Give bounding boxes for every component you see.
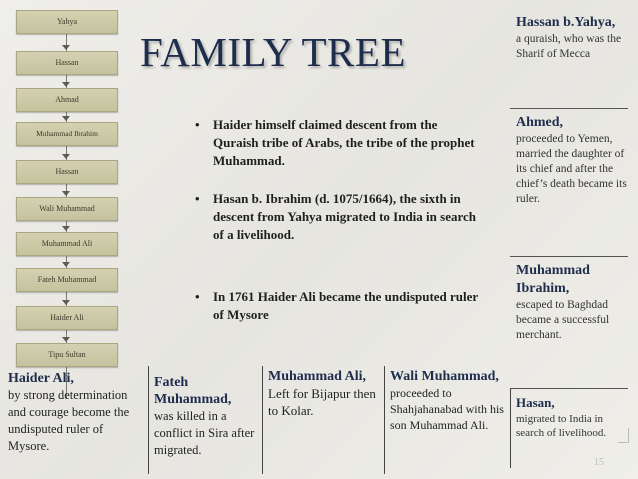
divider xyxy=(148,366,149,474)
bullet-icon: • xyxy=(195,289,200,304)
note-name: Hasan, xyxy=(516,395,555,410)
bullet-text: Hasan b. Ibrahim (d. 1075/1664), the sixth in descent from Yahya migrated to India in search of a livelihood. xyxy=(213,191,477,242)
note-desc: Left for Bijapur then to Kolar. xyxy=(268,386,376,418)
divider xyxy=(262,366,263,474)
note-name: Hassan b.Yahya, xyxy=(516,15,616,30)
page-title: FAMILY TREE xyxy=(140,29,406,75)
note-desc: proceeded to Shahjahanabad with his son Muhammad Ali. xyxy=(390,386,504,432)
tree-node-fateh-muhammad: Fateh Muhammad xyxy=(16,268,118,292)
arrow-icon xyxy=(62,262,70,267)
divider xyxy=(510,108,628,109)
bottom-note-fateh-muhammad xyxy=(154,374,258,459)
note-name: Muhammad Ibrahim, xyxy=(516,263,590,296)
arrow-icon xyxy=(62,191,70,196)
tree-node-tipu-sultan: Tipu Sultan xyxy=(16,343,118,367)
note-name: Muhammad Ali, xyxy=(268,369,367,384)
tree-node-haider-ali: Haider Ali xyxy=(16,306,118,330)
note-desc: migrated to India in search of livelihood. xyxy=(516,413,607,439)
arrow-icon xyxy=(62,82,70,87)
note-desc: proceeded to Yemen, married the daughter of its chief and after the chief’s death became its ruler. xyxy=(516,133,627,205)
note-name: Ahmed, xyxy=(516,115,564,130)
bullet-icon: • xyxy=(195,191,200,206)
note-name: Haider Ali, xyxy=(8,371,74,386)
tree-node-muhammad-ibrahim: Muhammad Ibrahim xyxy=(16,122,118,146)
note-desc: was killed in a conflict in Sira after migrated. xyxy=(154,409,255,457)
bottom-note-muhammad-ali xyxy=(268,368,378,419)
divider xyxy=(510,388,511,468)
right-note-hasan xyxy=(516,394,616,440)
arrow-icon xyxy=(62,154,70,159)
tree-node-yahya: Yahya xyxy=(16,10,118,34)
note-desc: by strong determination and courage become the undisputed ruler of Mysore. xyxy=(8,388,130,453)
arrow-icon xyxy=(62,300,70,305)
right-note-hassan xyxy=(516,14,628,62)
divider xyxy=(510,388,628,389)
corner-mark xyxy=(618,428,629,443)
arrow-icon xyxy=(62,226,70,231)
divider xyxy=(384,366,385,474)
bullet-icon: • xyxy=(195,117,200,132)
arrow-icon xyxy=(62,45,70,50)
note-desc: a quraish, who was the Sharif of Mecca xyxy=(516,33,622,60)
divider xyxy=(510,256,628,257)
tree-node-hassan: Hassan xyxy=(16,51,118,75)
tree-node-muhammad-ali: Muhammad Ali xyxy=(16,232,118,256)
note-name: Wali Muhammad, xyxy=(390,369,499,384)
arrow-icon xyxy=(62,116,70,121)
bottom-note-haider-ali xyxy=(8,370,144,455)
tree-node-wali-muhammad: Wali Muhammad xyxy=(16,197,118,221)
note-name: Fateh Muhammad, xyxy=(154,375,232,407)
right-note-ahmed xyxy=(516,114,628,207)
arrow-icon xyxy=(62,337,70,342)
note-desc: escaped to Baghdad became a successful merchant. xyxy=(516,299,610,341)
bullet-text: In 1761 Haider Ali became the undisputed ruler of Mysore xyxy=(213,289,478,322)
tree-node-ahmad: Ahmad xyxy=(16,88,118,112)
bullet-text: Haider himself claimed descent from the Quraish tribe of Arabs, the tribe of the prophet Muhammad. xyxy=(213,117,475,168)
tree-node-hassan-2: Hassan xyxy=(16,160,118,184)
page-number: 15 xyxy=(594,457,604,468)
right-note-muhammad-ibrahim xyxy=(516,262,628,343)
bottom-note-wali-muhammad xyxy=(390,368,504,433)
